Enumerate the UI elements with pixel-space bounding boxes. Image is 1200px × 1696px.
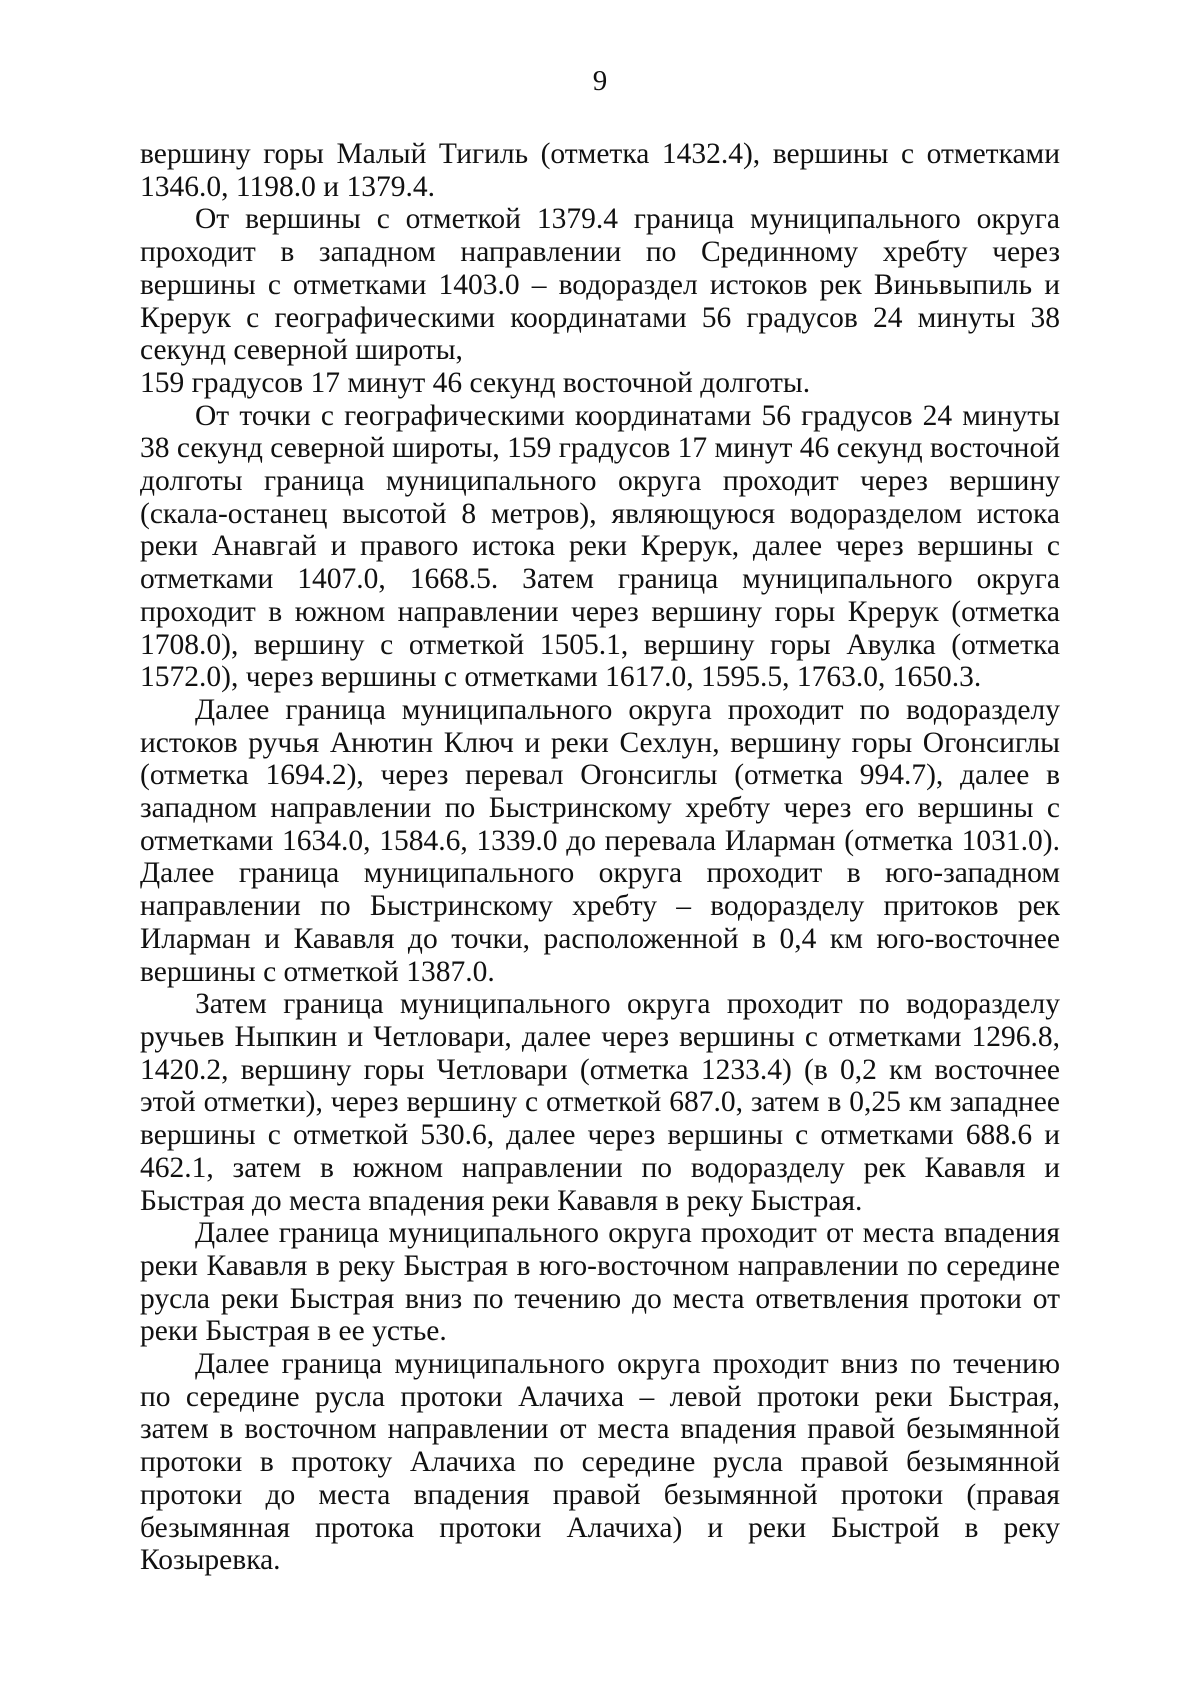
paragraph-8: Далее граница муниципального округа проходит вниз по течению по середине русла протоки Алачиха – левой протоки реки Быстрая, затем в восточном направлении от места впадения правой безымянной протоки в протоку Алачиха по середине русла правой безымянной протоки до места впадения правой безымянной протоки (правая безымянная протока протоки Алачиха) и реки Быстрой в реку Козыревка. bbox=[140, 1348, 1060, 1577]
paragraph-3: 159 градусов 17 минут 46 секунд восточной долготы. bbox=[140, 366, 811, 399]
page-number: 9 bbox=[592, 65, 608, 97]
paragraph-2: От вершины с отметкой 1379.4 граница муниципального округа проходит в западном направлении по Срединному хребту через вершины с отметками 1403.0 – водораздел истоков рек Виньвыпиль и Крерук с географическими координатами 56 градусов 24 минуты 38 секунд северной широты, bbox=[140, 203, 1060, 367]
paragraph-6: Затем граница муниципального округа проходит по водоразделу ручьев Ныпкин и Четловари, далее через вершины с отметками 1296.8, 1420.2, вершину горы Четловари (отметка 1233.4) (в 0,2 км восточнее этой отметки), через вершину с отметкой 687.0, затем в 0,25 км западнее вершины с отметкой 530.6, далее через вершины с отметками 688.6 и 462.1, затем в южном направлении по водоразделу рек Кававля и Быстрая до места впадения реки Кававля в реку Быстрая. bbox=[140, 988, 1060, 1217]
document-body bbox=[140, 138, 1060, 1577]
paragraph-1: вершину горы Малый Тигиль (отметка 1432.4), вершины с отметками 1346.0, 1198.0 и 1379.4. bbox=[140, 138, 1060, 203]
paragraph-5: Далее граница муниципального округа проходит по водоразделу истоков ручья Анютин Ключ и реки Сехлун, вершину горы Огонсиглы (отметка 1694.2), через перевал Огонсиглы (отметка 994.7), далее в западном направлении по Быстринскому хребту через его вершины с отметками 1634.0, 1584.6, 1339.0 до перевала Иларман (отметка 1031.0). Далее граница муниципального округа проходит в юго-западном направлении по Быстринскому хребту – водоразделу притоков рек Иларман и Кававля до точки, расположенной в 0,4 км юго-восточнее вершины с отметкой 1387.0. bbox=[140, 693, 1060, 988]
paragraph-7: Далее граница муниципального округа проходит от места впадения реки Кававля в реку Быстрая в юго-восточном направлении по середине русла реки Быстрая вниз по течению до места ответвления протоки от реки Быстрая в ее устье. bbox=[140, 1217, 1060, 1348]
paragraph-4: От точки с географическими координатами 56 градусов 24 минуты 38 секунд северной широты, 159 градусов 17 минут 46 секунд восточной долготы граница муниципального округа проходит через вершину (скала-останец высотой 8 метров), являющуюся водоразделом истока реки Анавгай и правого истока реки Крерук, далее через вершины с отметками 1407.0, 1668.5. Затем граница муниципального округа проходит в южном направлении через вершину горы Крерук (отметка 1708.0), вершину с отметкой 1505.1, вершину горы Авулка (отметка 1572.0), через вершины с отметками 1617.0, 1595.5, 1763.0, 1650.3. bbox=[140, 399, 1061, 694]
